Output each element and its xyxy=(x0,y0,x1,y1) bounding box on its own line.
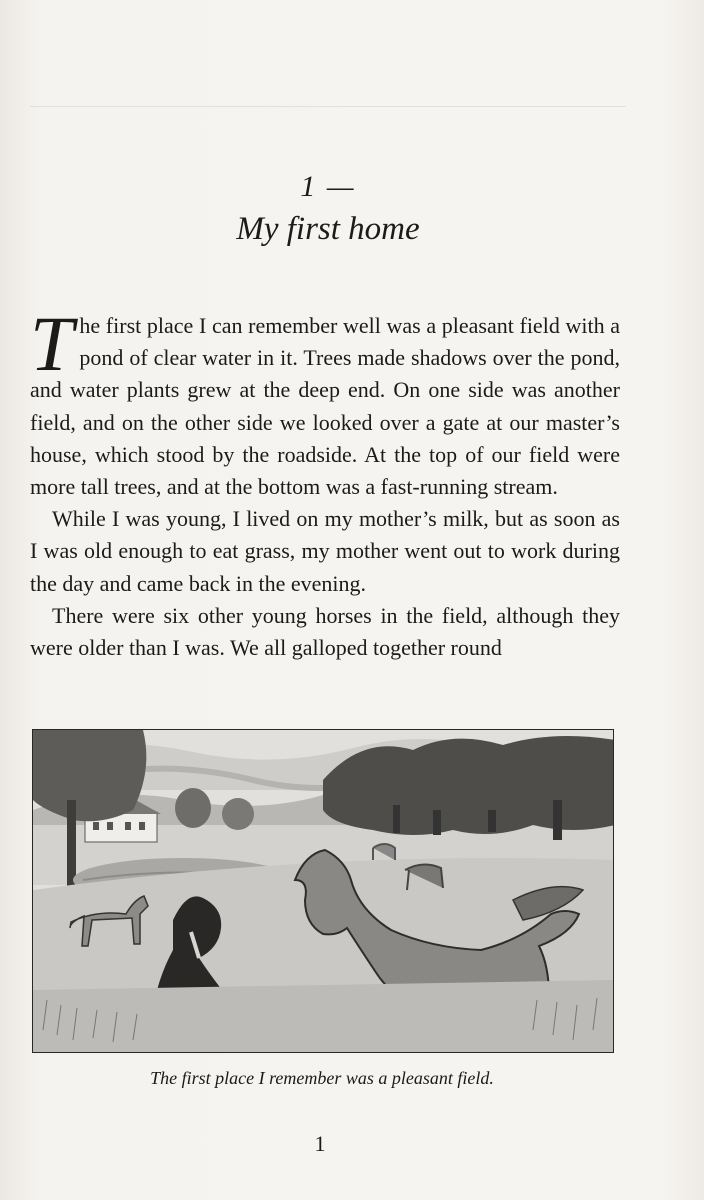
drop-cap: T xyxy=(30,300,74,387)
chapter-number-dash: — xyxy=(317,170,356,203)
paragraph-1 xyxy=(30,300,620,503)
horses-illustration xyxy=(32,729,614,1053)
chapter-number xyxy=(0,170,656,204)
paragraph-2: While I was young, I lived on my mother’s milk, but as soon as I was old enough to eat grass, my mother went out to work during the day and came back in the evening. xyxy=(30,506,620,596)
body-text xyxy=(30,300,620,664)
illustration-caption: The first place I remember was a pleasant field. xyxy=(150,1068,494,1088)
chapter-title: My first home xyxy=(236,211,420,247)
field-scene-drawing xyxy=(33,730,614,1053)
header-rule xyxy=(30,106,626,107)
page-number: 1 xyxy=(314,1131,326,1156)
bleed-through-header xyxy=(30,66,34,84)
chapter-number-text: 1 xyxy=(300,170,318,203)
paragraph-1-text: he first place I can remember well was a pleasant field with a pond of clear water in it. Trees made shadows over the pond, and water plants grew at the deep end. On one side was another field, and on the other side we looked over a gate at our master’s house, which stood by the roadside. At the top of our field were more tall trees, and at the bottom was a fast-running stream. xyxy=(30,313,620,500)
paragraph-3: There were six other young horses in the field, although they were older than I was. We all galloped together round xyxy=(30,602,620,661)
